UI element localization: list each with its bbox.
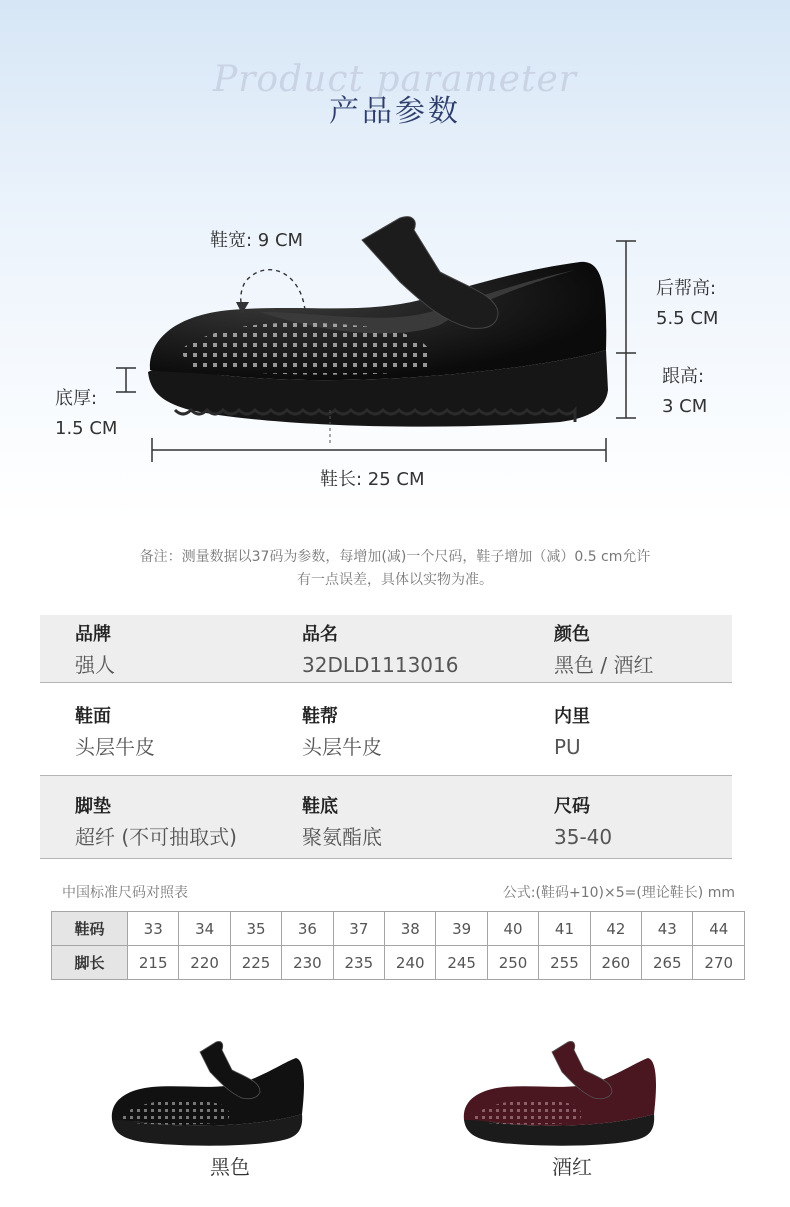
heel-value: 3 CM [662, 396, 708, 417]
spec-value-product-name: 32DLD1113016 [302, 653, 459, 677]
spec-label-product-name: 品名 [302, 624, 338, 645]
spec-row-2 [40, 683, 732, 776]
length-cell: 270 [693, 946, 745, 980]
length-cell: 240 [385, 946, 436, 980]
spec-label-outsole: 鞋底 [302, 796, 338, 817]
spec-value-size: 35-40 [554, 825, 613, 849]
size-cell: 38 [385, 912, 436, 946]
spec-label-insole: 脚垫 [75, 796, 111, 817]
spec-label-color: 颜色 [554, 624, 590, 645]
length-cell: 225 [230, 946, 281, 980]
sole-value: 1.5 CM [55, 418, 118, 439]
size-cell: 41 [539, 912, 590, 946]
length-cell: 215 [128, 946, 179, 980]
size-cell: 43 [642, 912, 693, 946]
length-cell: 230 [282, 946, 333, 980]
length-cell: 245 [436, 946, 487, 980]
size-cell: 37 [333, 912, 384, 946]
heel-label: 跟高: [662, 366, 705, 387]
variant-black-label: 黑色 [210, 1155, 250, 1179]
length-cell: 235 [333, 946, 384, 980]
sole-label: 底厚: [55, 388, 98, 409]
length-cell: 255 [539, 946, 590, 980]
width-label: 鞋宽: 9 CM [210, 230, 304, 251]
length-cell: 250 [487, 946, 538, 980]
length-row [52, 946, 745, 980]
size-chart-caption: 中国标准尺码对照表 [62, 885, 188, 901]
size-cell: 36 [282, 912, 333, 946]
size-cell: 39 [436, 912, 487, 946]
size-chart-formula: 公式:(鞋码+10)×5=(理论鞋长) mm [502, 885, 735, 901]
spec-row-3 [40, 776, 732, 859]
size-row-header: 鞋码 [52, 912, 128, 946]
measurement-note [60, 546, 730, 592]
heel-back-value: 5.5 CM [656, 308, 719, 329]
spec-label-lining: 内里 [554, 706, 590, 727]
size-chart-table [51, 911, 745, 980]
spec-value-lining: PU [554, 735, 581, 759]
spec-value-insole: 超纤 (不可抽取式) [75, 825, 237, 849]
note-line-1: 备注：测量数据以37码为参数，每增加(减)一个尺码，鞋子增加（减）0.5 cm允许 [139, 549, 651, 565]
size-cell: 34 [179, 912, 230, 946]
size-row [52, 912, 745, 946]
spec-label-brand: 品牌 [75, 624, 111, 645]
variant-black-image [100, 1030, 320, 1150]
page-title: 产品参数 [329, 94, 461, 129]
width-arrow [241, 270, 305, 310]
note-line-2: 有一点误差，具体以实物为准。 [297, 572, 493, 588]
script-title: Product parameter [212, 59, 577, 100]
length-cell: 220 [179, 946, 230, 980]
length-row-header: 脚长 [52, 946, 128, 980]
variant-wine-label: 酒红 [552, 1155, 592, 1179]
length-cell: 265 [642, 946, 693, 980]
variant-wine-image [452, 1030, 672, 1150]
size-cell: 33 [128, 912, 179, 946]
spec-value-quarter: 头层牛皮 [302, 735, 382, 759]
size-cell: 44 [693, 912, 745, 946]
size-cell: 40 [487, 912, 538, 946]
length-cell: 260 [590, 946, 641, 980]
spec-label-quarter: 鞋帮 [302, 706, 338, 727]
hero-shoe-diagram [0, 200, 790, 500]
size-cell: 42 [590, 912, 641, 946]
size-cell: 35 [230, 912, 281, 946]
spec-value-color: 黑色 / 酒红 [554, 653, 654, 677]
spec-value-brand: 强人 [75, 653, 115, 677]
spec-value-upper: 头层牛皮 [75, 735, 155, 759]
spec-label-upper: 鞋面 [75, 706, 111, 727]
spec-label-size: 尺码 [554, 796, 590, 817]
length-label: 鞋长: 25 CM [320, 469, 425, 490]
spec-value-outsole: 聚氨酯底 [302, 825, 382, 849]
spec-row-1 [40, 615, 732, 683]
heel-back-label: 后帮高: [656, 278, 717, 299]
